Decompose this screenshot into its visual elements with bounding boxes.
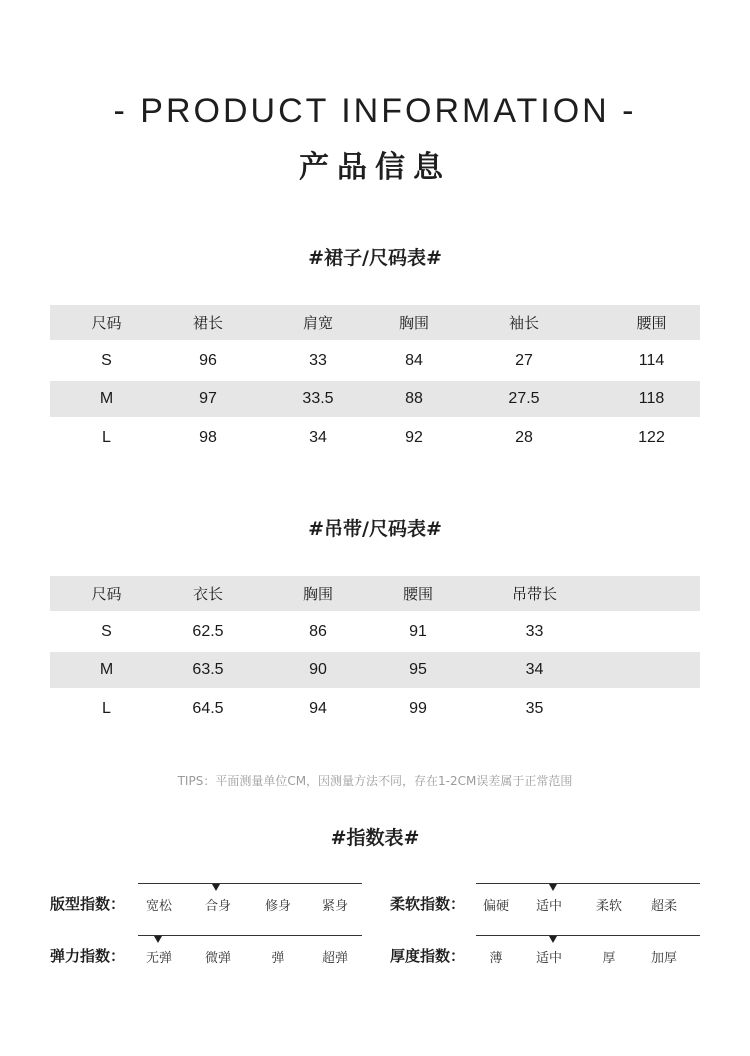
table-cell: 98	[199, 428, 217, 446]
table-cell	[616, 611, 700, 652]
column-header: 胸围	[383, 305, 445, 340]
fit-option: 紧身	[321, 899, 348, 914]
table-cell: L	[102, 699, 111, 717]
table-cell	[616, 652, 700, 688]
table-cell: 34	[453, 652, 616, 688]
table-cell	[616, 688, 700, 729]
fit-index-label: 版型指数：	[50, 895, 126, 913]
column-header: 吊带长	[453, 576, 616, 611]
header-title-en: - PRODUCT INFORMATION -	[113, 92, 637, 130]
table-cell: 86	[309, 622, 327, 640]
softness-index-line	[476, 883, 700, 884]
selected-marker-icon	[212, 884, 220, 891]
header-title-cn: 产品信息	[299, 150, 451, 185]
table-cell: 28	[515, 428, 533, 446]
column-header: 裙长	[163, 305, 253, 340]
table-cell: 63.5	[163, 652, 253, 688]
table-cell: 91	[409, 622, 427, 640]
fit-option: 修身	[264, 899, 291, 914]
elasticity-option: 微弹	[204, 951, 231, 966]
column-header: 衣长	[163, 576, 253, 611]
table-cell: S	[101, 351, 112, 369]
column-header: 胸围	[253, 576, 383, 611]
tips-note: TIPS：平面测量单位CM，因测量方法不同，存在1-2CM误差属于正常范围	[177, 774, 573, 788]
table-cell: 88	[383, 381, 445, 417]
selected-marker-icon	[154, 936, 162, 943]
thickness-index	[390, 935, 700, 975]
table-cell: 33.5	[253, 381, 383, 417]
skirt-section-title: #裙子/尺码表#	[308, 247, 442, 269]
table-cell: 92	[405, 428, 423, 446]
softness-index-label: 柔软指数：	[390, 895, 466, 913]
fit-index-line	[138, 883, 362, 884]
column-header: 尺码	[50, 576, 163, 611]
table-cell: 114	[638, 351, 665, 369]
table-cell: 33	[525, 622, 544, 640]
elasticity-option: 无弹	[145, 951, 172, 966]
table-cell: 97	[163, 381, 253, 417]
table-cell: 96	[199, 351, 217, 369]
softness-option: 偏硬	[482, 899, 509, 914]
table-cell: L	[102, 428, 111, 446]
table-cell: 84	[405, 351, 423, 369]
column-header: 袖长	[445, 305, 603, 340]
skirt-size-table	[50, 305, 700, 458]
thickness-option: 适中	[535, 951, 562, 966]
strap-section-title: #吊带/尺码表#	[308, 518, 442, 540]
softness-option: 柔软	[595, 899, 622, 914]
thickness-index-line	[476, 935, 700, 936]
thickness-option: 加厚	[650, 951, 677, 966]
table-cell: 118	[603, 381, 700, 417]
table-header-row	[50, 576, 700, 611]
elasticity-index	[50, 935, 362, 975]
table-cell: S	[101, 622, 112, 640]
table-row	[50, 688, 700, 729]
table-cell: 34	[309, 428, 327, 446]
table-cell: 62.5	[192, 622, 224, 640]
elasticity-option: 超弹	[321, 951, 348, 966]
table-row	[50, 340, 700, 381]
selected-marker-icon	[549, 936, 557, 943]
column-header: 腰围	[603, 305, 700, 340]
table-row	[50, 417, 700, 458]
fit-option: 宽松	[145, 899, 172, 914]
table-row	[50, 381, 700, 417]
table-cell: 64.5	[192, 699, 224, 717]
table-cell: M	[50, 381, 163, 417]
table-row	[50, 611, 700, 652]
table-header-row	[50, 305, 700, 340]
thickness-index-label: 厚度指数：	[390, 947, 466, 965]
table-cell: 27	[515, 351, 533, 369]
table-cell: 33	[309, 351, 327, 369]
table-row	[50, 652, 700, 688]
table-cell: 99	[409, 699, 427, 717]
table-cell: 122	[638, 428, 665, 446]
column-header	[616, 576, 700, 611]
table-cell: 95	[383, 652, 453, 688]
table-cell: 90	[253, 652, 383, 688]
table-cell: 35	[525, 699, 544, 717]
table-cell: 27.5	[445, 381, 603, 417]
column-header: 肩宽	[253, 305, 383, 340]
selected-marker-icon	[549, 884, 557, 891]
fit-option: 合身	[204, 899, 231, 914]
column-header: 尺码	[50, 305, 163, 340]
softness-index	[390, 883, 700, 923]
fit-index	[50, 883, 362, 923]
softness-option: 适中	[535, 899, 562, 914]
table-cell: M	[50, 652, 163, 688]
softness-option: 超柔	[650, 899, 677, 914]
elasticity-index-label: 弹力指数：	[50, 947, 126, 965]
index-section-title: #指数表#	[330, 827, 420, 849]
thickness-option: 厚	[602, 951, 616, 966]
column-header: 腰围	[383, 576, 453, 611]
table-cell: 94	[309, 699, 327, 717]
elasticity-index-line	[138, 935, 362, 936]
elasticity-option: 弹	[271, 951, 285, 966]
thickness-option: 薄	[489, 951, 503, 966]
strap-size-table	[50, 576, 700, 729]
